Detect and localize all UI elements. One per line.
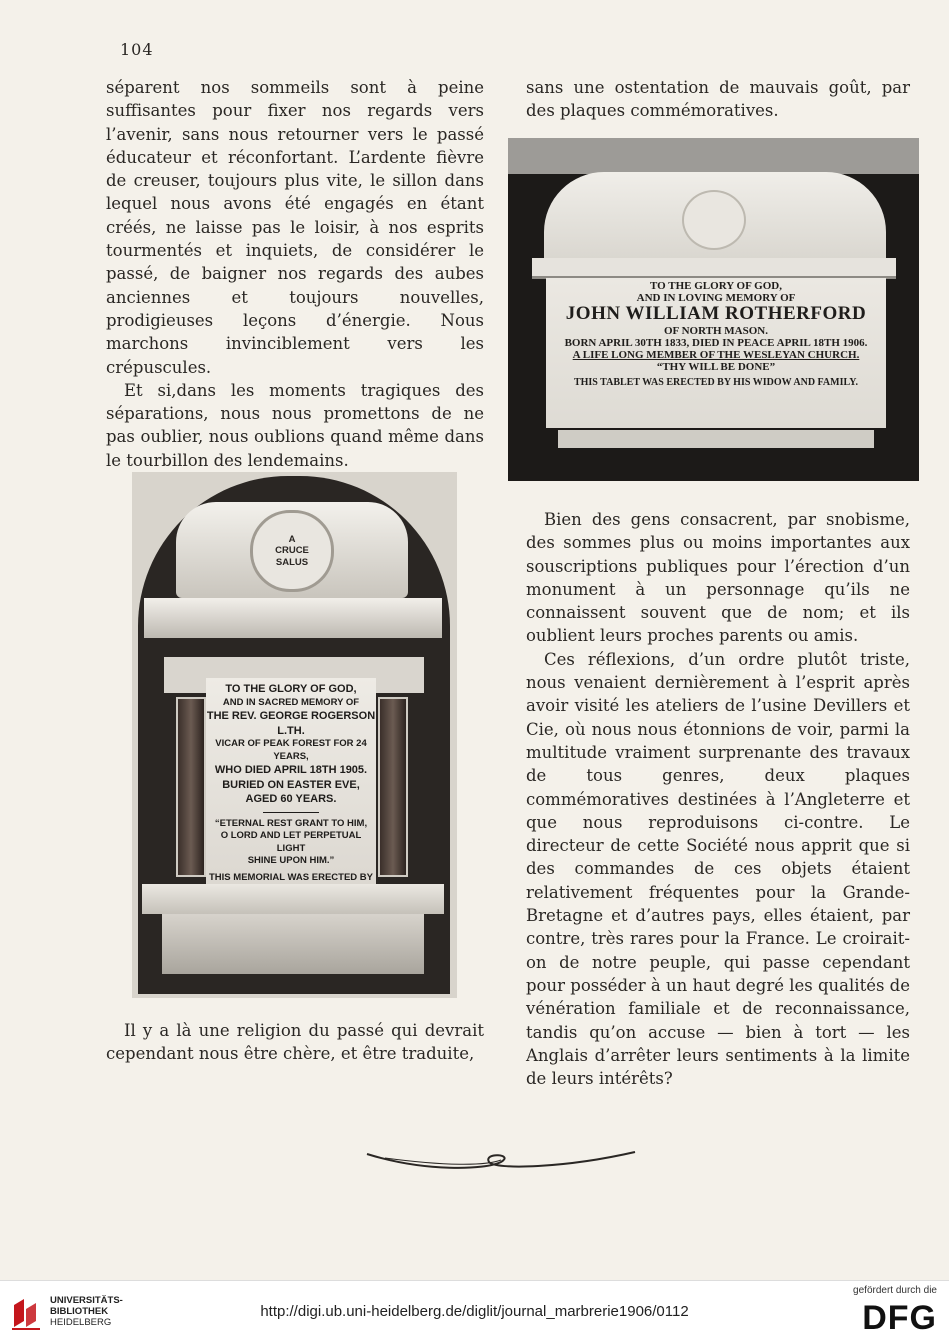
inscription-line: WHO DIED APRIL 18TH 1905. [214,764,368,777]
right-column-intro [526,76,910,123]
left-column-text [106,76,484,472]
inscription-line: OF NORTH MASON. [663,325,768,338]
source-url-link[interactable]: http://digi.ub.uni-heidelberg.de/diglit/journal_marbrerie1906/0112 [260,1303,689,1320]
right-column-text [526,508,910,1090]
marble-column [378,697,408,877]
paragraph: Il y a là une religion du passé qui devrait cependant nous être chère, et être traduite, [106,1021,484,1064]
photo-rogerson-memorial [132,472,457,998]
cartouche [250,510,334,592]
cartouche-text: A [288,533,296,545]
inscription-line: BORN APRIL 30TH 1833, DIED IN PEACE APRIL 18TH 1906. [564,337,868,350]
tablet-base [558,430,874,448]
library-name-line: UNIVERSITÄTS- [50,1295,123,1306]
inscription-line: THIS TABLET WAS ERECTED BY HIS WIDOW AND FAMILY. [573,377,859,389]
library-name-line: BIBLIOTHEK [50,1306,109,1317]
inscription-line: AGED 60 YEARS. [245,793,337,806]
paragraph: séparent nos sommeils sont à peine suffisantes pour fixer nos regards vers l’avenir, sans nous retourner vers le passé éducateur et réconfortant. L’ardente fièvre de creuser, toujours plus vite, le sillon dans lequel nous avons été engagés en étant créés, ne laisse pas le loisir, à nos esprits tourmentés et inquiets, de considérer le passé, de baigner nos regards des aubes anciennes et toujours nouvelles, prodigieuses leçons d’énergie. Nous marchons invinciblement vers les crépuscules. [106,78,484,377]
inscription-line: AND IN LOVING MEMORY OF [636,292,796,305]
epitaph-line: “ETERNAL REST GRANT TO HIM, [214,817,368,829]
epitaph-line: SHINE UPON HIM.” [247,855,335,867]
inscription-name: JOHN WILLIAM ROTHERFORD [565,303,867,325]
paragraph: sans une ostentation de mauvais goût, par des plaques commémoratives. [526,78,910,121]
footer-bar [0,1280,949,1343]
memorial-inscription [206,678,376,884]
tablet-inscription [546,278,886,428]
tablet-cornice [532,258,896,279]
dfg-logo: DFG [862,1299,937,1337]
paragraph: Ces réflexions, d’un ordre plutôt triste, nous venaient dernièrement à l’esprit après avoir visité les ateliers de l’usine Devillers et Cie, où nous nous étonnions de voir, parmi la multitude vraiment surprenante des travaux de tous genres, deux plaques commémoratives destinées à l’Angleterre et que nous reproduisons ci-contre. Le directeur de cette Société nous apprit que si des commandes de ces objets étaient relativement fréquentes pour la Grande-Bretagne et d’autres pays, elles étaient, par contre, très rares pour la France. Le croirait-on de notre peuple, qui passe cependant pour posséder à un haut degré les qualités de vénération familiale et de reconnaissance, tandis qu’on accuse — bien à tort — les Anglais d’arrêter leurs sentiments à la limite de leurs intérêts? [526,649,911,1089]
inscription-line: AND IN SACRED MEMORY OF [222,696,360,708]
inscription-line: A LIFE LONG MEMBER OF THE WESLEYAN CHURCH. [572,349,860,362]
inscription-line: TO THE GLORY OF GOD, [225,683,357,695]
memorial-ledge [142,884,444,914]
memorial-plinth [162,914,424,974]
monogram-medallion [682,190,746,250]
epitaph-line: O LORD AND LET PERPETUAL LIGHT [220,830,362,854]
funded-by-text: gefördert durch die [853,1285,937,1296]
inscription-line: “THY WILL BE DONE” [656,361,776,374]
paragraph: Et si,dans les moments tragiques des séparations, nous nous promettons de ne pas oublier, nous oublions quand même dans le tourbillon des lendemains. [106,380,484,470]
cartouche-text: CRUCE [275,545,309,557]
cartouche-text: SALUS [275,556,309,568]
inscription-line: BURIED ON EASTER EVE, [222,778,360,791]
paragraph: Bien des gens consacrent, par snobisme, des sommes plus ou moins importantes aux souscriptions publiques pour l’érection d’un monument à un personnage qu’ils ne connaissent souvent que de nom; et ils oublient leurs proches parents ou amis. [526,510,910,646]
library-name-line: HEIDELBERG [50,1317,112,1328]
inscription-line: VICAR OF PEAK FOREST FOR 24 YEARS, [215,738,367,762]
inscription-name: THE REV. GEORGE ROGERSON L.TH. [206,710,376,737]
left-column-continuation [106,1019,484,1066]
funding-notice [853,1285,937,1338]
memorial-cornice [144,598,442,638]
tailpiece-ornament [365,1148,637,1172]
inscription-line: TO THE GLORY OF GOD, [650,280,782,292]
photo-rotherford-tablet [508,138,919,481]
dedication-line: THIS MEMORIAL WAS ERECTED BY [209,871,373,883]
page-number: 104 [120,40,154,59]
photo-background [508,138,919,174]
divider [263,812,319,813]
marble-column [176,697,206,877]
